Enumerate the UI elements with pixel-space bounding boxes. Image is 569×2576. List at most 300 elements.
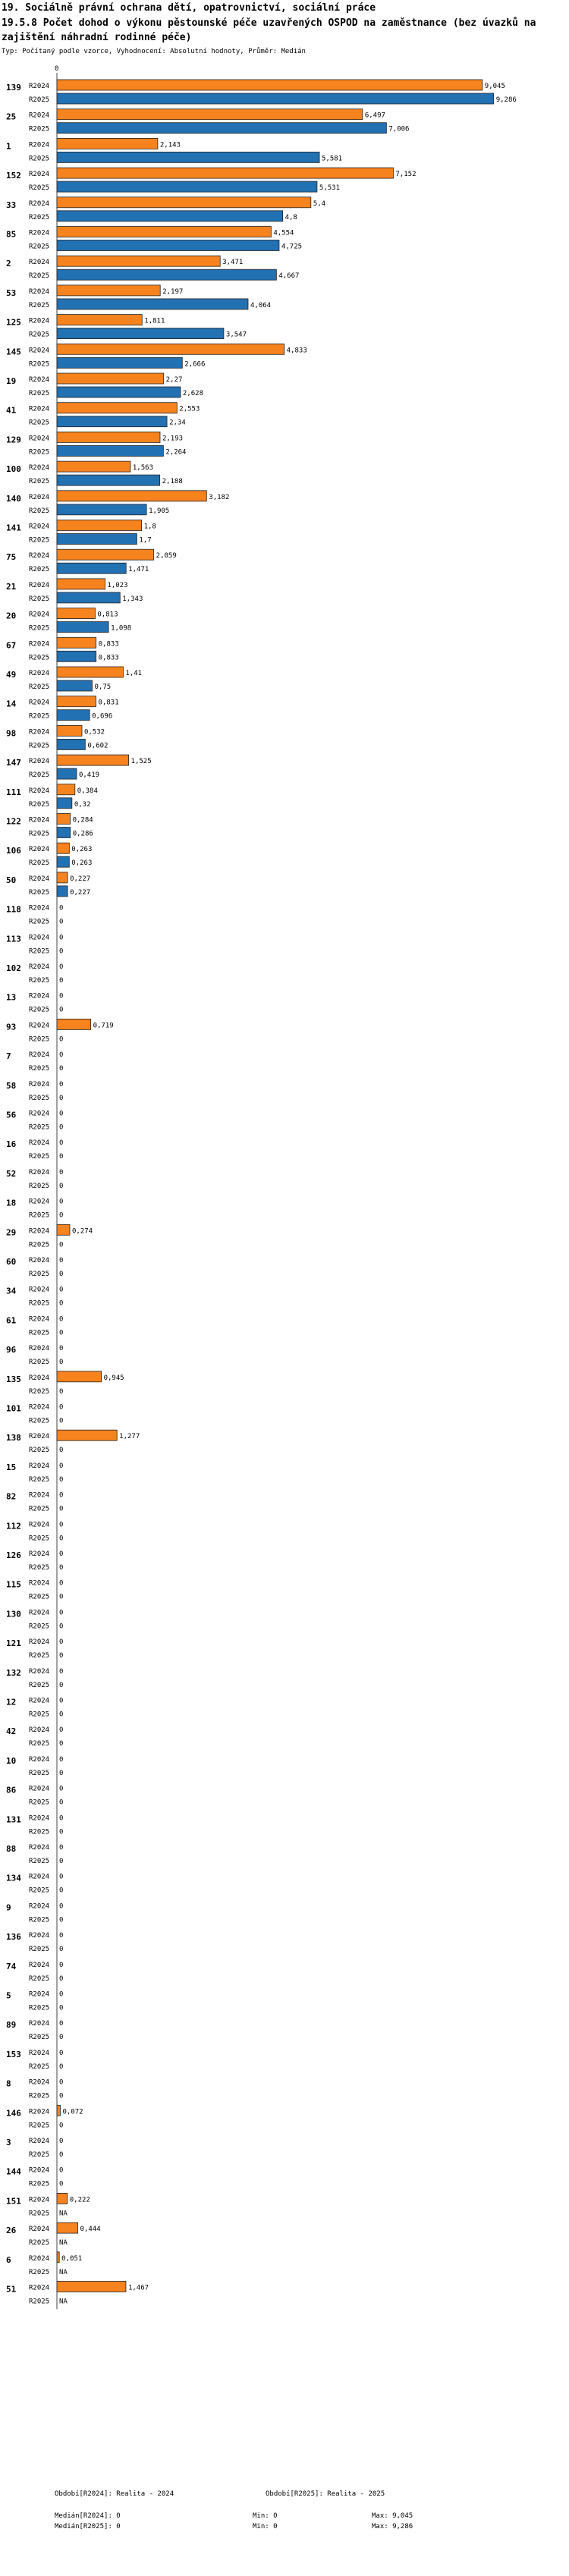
series-label: R2025 — [29, 301, 50, 309]
bar — [57, 123, 386, 134]
footer-min-2025: Min: 0 — [253, 2523, 278, 2530]
series-label: R2024 — [29, 2078, 50, 2087]
category-label: 132 — [6, 1667, 21, 1678]
series-label: R2025 — [29, 1241, 50, 1249]
data-label: 0 — [59, 1564, 64, 1572]
series-label: R2025 — [29, 1623, 50, 1631]
series-label: R2024 — [29, 846, 50, 854]
series-label: R2024 — [29, 229, 50, 237]
bar — [57, 211, 283, 221]
category-label: 51 — [6, 2284, 17, 2295]
series-label: R2024 — [29, 2284, 50, 2292]
series-label: R2025 — [29, 1916, 50, 1924]
bar — [57, 357, 182, 368]
data-label: 4,064 — [250, 301, 272, 309]
category-label: 111 — [6, 787, 21, 797]
bar — [57, 80, 483, 90]
data-label: 2,666 — [184, 360, 206, 369]
series-label: R2025 — [29, 1681, 50, 1689]
data-label: 7,006 — [388, 125, 410, 134]
bar — [57, 680, 93, 691]
bar — [57, 227, 271, 237]
data-label: 5,4 — [313, 199, 326, 208]
series-label: R2024 — [29, 1227, 50, 1236]
series-label: R2025 — [29, 96, 50, 104]
data-label: 0 — [59, 2138, 64, 2145]
series-label: R2024 — [29, 1168, 50, 1176]
data-label: 0 — [59, 1652, 64, 1660]
bar — [57, 344, 284, 354]
data-label: 0 — [59, 918, 64, 926]
series-label: R2025 — [29, 1886, 50, 1895]
data-label: 0 — [59, 1417, 64, 1425]
bar — [57, 608, 95, 619]
data-label: 0,831 — [98, 699, 119, 707]
series-label: R2025 — [29, 448, 50, 457]
category-label: 10 — [6, 1755, 17, 1766]
series-label: R2024 — [29, 1609, 50, 1617]
series-label: R2025 — [29, 595, 50, 603]
category-label: 82 — [6, 1491, 17, 1502]
data-label: 0,945 — [103, 1374, 124, 1382]
series-label: R2024 — [29, 963, 50, 971]
category-label: 1 — [6, 141, 11, 152]
category-label: 115 — [6, 1579, 21, 1590]
series-label: R2025 — [29, 2298, 50, 2306]
data-label: 0,274 — [71, 1227, 93, 1236]
series-label: R2025 — [29, 2151, 50, 2159]
series-label: R2025 — [29, 1211, 50, 1220]
category-label: 16 — [6, 1139, 17, 1150]
series-label: R2025 — [29, 1798, 50, 1807]
series-label: R2025 — [29, 771, 50, 780]
bar — [57, 387, 181, 397]
data-label: 2,34 — [169, 419, 186, 427]
data-label: 0 — [59, 1475, 64, 1484]
bar — [57, 2282, 126, 2292]
category-label: 134 — [6, 1873, 21, 1883]
series-label: R2024 — [29, 405, 50, 413]
category-label: 15 — [6, 1462, 17, 1472]
series-label: R2025 — [29, 1359, 50, 1367]
series-label: R2024 — [29, 1462, 50, 1470]
series-label: R2024 — [29, 287, 50, 296]
series-label: R2024 — [29, 1550, 50, 1558]
series-label: R2025 — [29, 536, 50, 545]
category-label: 118 — [6, 904, 21, 915]
data-label: 0 — [59, 2062, 64, 2071]
data-label: 0,719 — [93, 1022, 114, 1030]
category-label: 129 — [6, 435, 21, 445]
series-label: R2024 — [29, 1051, 50, 1060]
series-label: R2024 — [29, 1755, 50, 1764]
series-label: R2025 — [29, 654, 50, 662]
category-label: 26 — [6, 2226, 17, 2236]
data-label: 2,264 — [165, 448, 187, 457]
series-label: R2025 — [29, 1035, 50, 1044]
bar — [57, 814, 71, 825]
data-label: 0 — [59, 1198, 64, 1206]
series-label: R2024 — [29, 1638, 50, 1647]
series-label: R2024 — [29, 670, 50, 677]
bar — [57, 181, 317, 192]
series-label: R2024 — [29, 992, 50, 1001]
category-label: 136 — [6, 1932, 21, 1943]
series-label: R2024 — [29, 611, 50, 619]
series-label: R2024 — [29, 816, 50, 825]
category-label: 53 — [6, 287, 17, 298]
data-label: 0 — [59, 904, 64, 913]
category-label: 49 — [6, 670, 17, 680]
series-label: R2024 — [29, 904, 50, 913]
bar — [57, 667, 123, 677]
category-label: 139 — [6, 83, 21, 93]
chart-type-line: Typ: Počítaný podle vzorce, Vyhodnocení: Absolutní hodnoty, Průměr: Medián — [2, 48, 306, 55]
data-label: 1,098 — [111, 624, 132, 633]
series-label: R2024 — [29, 787, 50, 795]
series-label: R2025 — [29, 2239, 50, 2248]
data-label: 0,532 — [83, 728, 105, 737]
data-label: 0 — [59, 2078, 64, 2087]
data-label: 0 — [59, 1345, 64, 1353]
category-label: 144 — [6, 2166, 21, 2177]
data-label: 0 — [59, 1006, 64, 1014]
data-label: 0 — [59, 1051, 64, 1060]
bar — [57, 739, 85, 749]
bar — [57, 256, 220, 266]
category-label: 21 — [6, 581, 17, 592]
data-label: 2,27 — [165, 376, 183, 384]
bar — [57, 651, 96, 661]
data-label: 1,343 — [122, 595, 143, 603]
page-title: 19. Sociálně právní ochrana dětí, opatrovnictví, sociální práce — [2, 2, 376, 14]
bar — [57, 534, 137, 545]
series-label: R2024 — [29, 2254, 50, 2263]
series-label: R2025 — [29, 272, 50, 281]
data-label: 0 — [59, 992, 64, 1001]
data-label: 0 — [59, 1932, 64, 1940]
footer-period-2024: Období[R2024]: Realita - 2024 — [55, 2490, 174, 2498]
data-label: 0 — [59, 1916, 64, 1924]
series-label: R2025 — [29, 947, 50, 956]
series-label: R2024 — [29, 1080, 50, 1089]
series-label: R2025 — [29, 566, 50, 574]
series-label: R2024 — [29, 141, 50, 149]
data-label: 4,725 — [281, 243, 303, 251]
series-label: R2025 — [29, 125, 50, 134]
category-label: 13 — [6, 992, 17, 1003]
data-label: 0,284 — [72, 816, 93, 825]
data-label: 0,222 — [69, 2196, 90, 2204]
bar — [57, 579, 105, 589]
series-label: R2025 — [29, 1271, 50, 1278]
data-label: 0 — [59, 1609, 64, 1617]
data-label: 4,554 — [273, 229, 294, 237]
data-label: 0 — [59, 1257, 64, 1264]
bar — [57, 784, 75, 795]
category-label: 96 — [6, 1345, 17, 1356]
category-label: 141 — [6, 523, 21, 533]
data-label: 0 — [59, 1299, 64, 1308]
data-label: 0 — [59, 1946, 64, 1954]
category-label: 93 — [6, 1022, 17, 1032]
series-label: R2025 — [29, 1593, 50, 1601]
series-label: R2025 — [29, 624, 50, 633]
data-label: 0 — [59, 1505, 64, 1513]
data-label: 0,227 — [70, 888, 91, 897]
series-label: R2024 — [29, 1315, 50, 1324]
series-label: R2024 — [29, 1286, 50, 1294]
data-label: 0,227 — [70, 875, 91, 883]
category-label: 98 — [6, 728, 17, 739]
bar — [57, 138, 158, 149]
data-label: 0 — [59, 1593, 64, 1601]
data-label: 0 — [59, 1623, 64, 1631]
category-label: 9 — [6, 1902, 11, 1913]
data-label: NA — [59, 2239, 68, 2248]
bar — [57, 240, 279, 251]
series-label: R2024 — [29, 1902, 50, 1911]
data-label: 0,051 — [61, 2254, 83, 2263]
category-label: 126 — [6, 1550, 21, 1560]
series-label: R2024 — [29, 934, 50, 942]
category-label: 42 — [6, 1726, 17, 1737]
data-label: 3,547 — [225, 331, 247, 339]
category-label: 58 — [6, 1080, 17, 1091]
data-label: 0,263 — [71, 859, 93, 868]
category-label: 60 — [6, 1257, 17, 1267]
category-label: 20 — [6, 611, 17, 621]
bar — [57, 432, 160, 442]
data-label: 2,553 — [179, 405, 200, 413]
bar — [57, 549, 154, 560]
category-label: 74 — [6, 1961, 17, 1971]
data-label: 1,471 — [128, 566, 149, 574]
series-label: R2024 — [29, 523, 50, 531]
series-label: R2024 — [29, 435, 50, 443]
category-label: 41 — [6, 405, 17, 416]
data-label: 0 — [59, 1035, 64, 1044]
data-label: 0,286 — [72, 830, 93, 838]
category-label: 89 — [6, 2020, 17, 2031]
data-label: 0 — [59, 2151, 64, 2159]
data-label: 0 — [59, 1080, 64, 1089]
bar — [57, 725, 82, 736]
series-label: R2024 — [29, 347, 50, 355]
bar — [57, 403, 177, 413]
data-label: 0 — [59, 1814, 64, 1823]
data-label: 0 — [59, 1182, 64, 1190]
series-label: R2024 — [29, 1873, 50, 1881]
data-label: 1,277 — [119, 1433, 140, 1441]
category-label: 100 — [6, 464, 21, 475]
category-label: 102 — [6, 963, 21, 973]
category-label: 85 — [6, 229, 17, 240]
data-label: 0 — [59, 2166, 64, 2175]
series-label: R2025 — [29, 184, 50, 193]
data-label: 0 — [59, 1387, 64, 1396]
bar — [57, 197, 311, 208]
series-label: R2024 — [29, 1785, 50, 1793]
bar — [57, 328, 224, 339]
series-label: R2024 — [29, 875, 50, 883]
data-label: 0 — [59, 1579, 64, 1588]
category-label: 153 — [6, 2049, 21, 2059]
data-label: 0,263 — [71, 846, 93, 854]
data-label: 9,045 — [484, 83, 505, 90]
series-label: R2025 — [29, 1417, 50, 1425]
bar — [57, 856, 69, 867]
bar — [57, 109, 363, 120]
category-label: 122 — [6, 816, 21, 827]
category-label: 2 — [6, 259, 11, 269]
data-label: 0 — [59, 2180, 64, 2188]
category-label: 34 — [6, 1286, 17, 1296]
data-label: 0 — [59, 1094, 64, 1102]
series-label: R2025 — [29, 742, 50, 750]
data-label: 0 — [59, 1873, 64, 1881]
bar — [57, 768, 77, 779]
series-label: R2024 — [29, 1667, 50, 1676]
data-label: 0 — [59, 2034, 64, 2042]
data-label: 0 — [59, 1638, 64, 1647]
series-label: R2024 — [29, 1579, 50, 1588]
data-label: 0 — [59, 2004, 64, 2012]
series-label: R2025 — [29, 2210, 50, 2218]
bar — [57, 563, 126, 573]
data-label: 1,563 — [132, 464, 153, 473]
category-label: 152 — [6, 171, 21, 181]
category-label: 6 — [6, 2254, 11, 2265]
data-label: 2,188 — [162, 478, 183, 486]
series-label: R2024 — [29, 1814, 50, 1823]
bar — [57, 461, 130, 472]
series-label: R2024 — [29, 1403, 50, 1412]
bar — [57, 299, 248, 309]
data-label: 0 — [59, 963, 64, 971]
series-label: R2024 — [29, 1726, 50, 1735]
data-label: 0,75 — [94, 683, 112, 691]
bar — [57, 1371, 102, 1382]
category-label: 147 — [6, 758, 21, 768]
category-label: 75 — [6, 552, 17, 563]
category-label: 125 — [6, 317, 21, 328]
bar — [57, 696, 96, 707]
data-label: 2,197 — [162, 287, 184, 296]
data-label: 0 — [59, 1785, 64, 1793]
data-label: 0 — [59, 1844, 64, 1852]
bar — [57, 475, 160, 485]
series-label: R2025 — [29, 830, 50, 838]
data-label: 3,182 — [209, 493, 230, 501]
data-label: NA — [59, 2268, 68, 2276]
category-label: 138 — [6, 1433, 21, 1444]
category-label: 112 — [6, 1521, 21, 1531]
data-label: 0 — [59, 1521, 64, 1529]
category-label: 135 — [6, 1374, 21, 1384]
data-label: 6,497 — [364, 112, 385, 120]
data-label: 1,7 — [139, 536, 152, 545]
series-label: R2024 — [29, 640, 50, 649]
data-label: 0 — [59, 1667, 64, 1676]
category-label: 145 — [6, 347, 21, 357]
category-label: 121 — [6, 1638, 21, 1649]
data-label: 0 — [59, 1329, 64, 1337]
data-label: 0 — [59, 1828, 64, 1836]
category-label: 146 — [6, 2108, 21, 2119]
bar — [57, 798, 72, 809]
data-label: 0 — [59, 2122, 64, 2130]
data-label: 2,059 — [156, 552, 177, 561]
bar — [57, 373, 164, 384]
data-label: 0,833 — [98, 654, 119, 662]
series-label: R2024 — [29, 493, 50, 501]
category-label: 8 — [6, 2078, 11, 2089]
series-label: R2024 — [29, 1697, 50, 1705]
bar — [57, 872, 68, 883]
series-label: R2024 — [29, 2138, 50, 2145]
category-label: 86 — [6, 1785, 17, 1795]
series-label: R2024 — [29, 1433, 50, 1441]
series-label: R2025 — [29, 1974, 50, 1983]
category-label: 131 — [6, 1814, 21, 1825]
series-label: R2025 — [29, 1946, 50, 1954]
data-label: NA — [59, 2210, 68, 2218]
bar — [57, 886, 68, 897]
bar — [57, 504, 146, 515]
series-label: R2025 — [29, 419, 50, 427]
data-label: 0 — [59, 1315, 64, 1324]
data-label: 0 — [59, 1798, 64, 1807]
series-label: R2024 — [29, 376, 50, 384]
category-label: 18 — [6, 1198, 17, 1208]
series-label: R2025 — [29, 478, 50, 486]
bar — [57, 755, 129, 765]
series-label: R2024 — [29, 728, 50, 737]
bar — [57, 491, 206, 501]
series-label: R2025 — [29, 1123, 50, 1132]
series-label: R2024 — [29, 1844, 50, 1852]
data-label: 3,471 — [222, 259, 244, 267]
data-label: 0 — [59, 1681, 64, 1689]
series-label: R2025 — [29, 1828, 50, 1836]
series-label: R2024 — [29, 259, 50, 267]
series-label: R2024 — [29, 83, 50, 90]
data-label: 1,467 — [127, 2284, 149, 2292]
category-label: 29 — [6, 1227, 17, 1238]
category-label: 56 — [6, 1110, 17, 1120]
x-tick-label: 0 — [55, 65, 59, 73]
bar — [57, 152, 319, 162]
data-label: 4,667 — [278, 272, 300, 281]
bar — [57, 168, 393, 178]
bar — [57, 2193, 68, 2204]
data-label: 1,525 — [130, 758, 152, 766]
data-label: 1,905 — [149, 507, 170, 515]
series-label: R2025 — [29, 1153, 50, 1161]
series-label: R2024 — [29, 552, 50, 561]
data-label: 0 — [59, 1726, 64, 1735]
bar — [57, 828, 71, 838]
data-label: 1,8 — [143, 523, 156, 531]
category-label: 151 — [6, 2196, 21, 2207]
bar — [57, 520, 142, 531]
series-label: R2025 — [29, 1711, 50, 1719]
data-label: 0,32 — [74, 800, 91, 809]
category-label: 33 — [6, 199, 17, 210]
series-label: R2025 — [29, 1447, 50, 1455]
data-label: 0 — [59, 2049, 64, 2057]
